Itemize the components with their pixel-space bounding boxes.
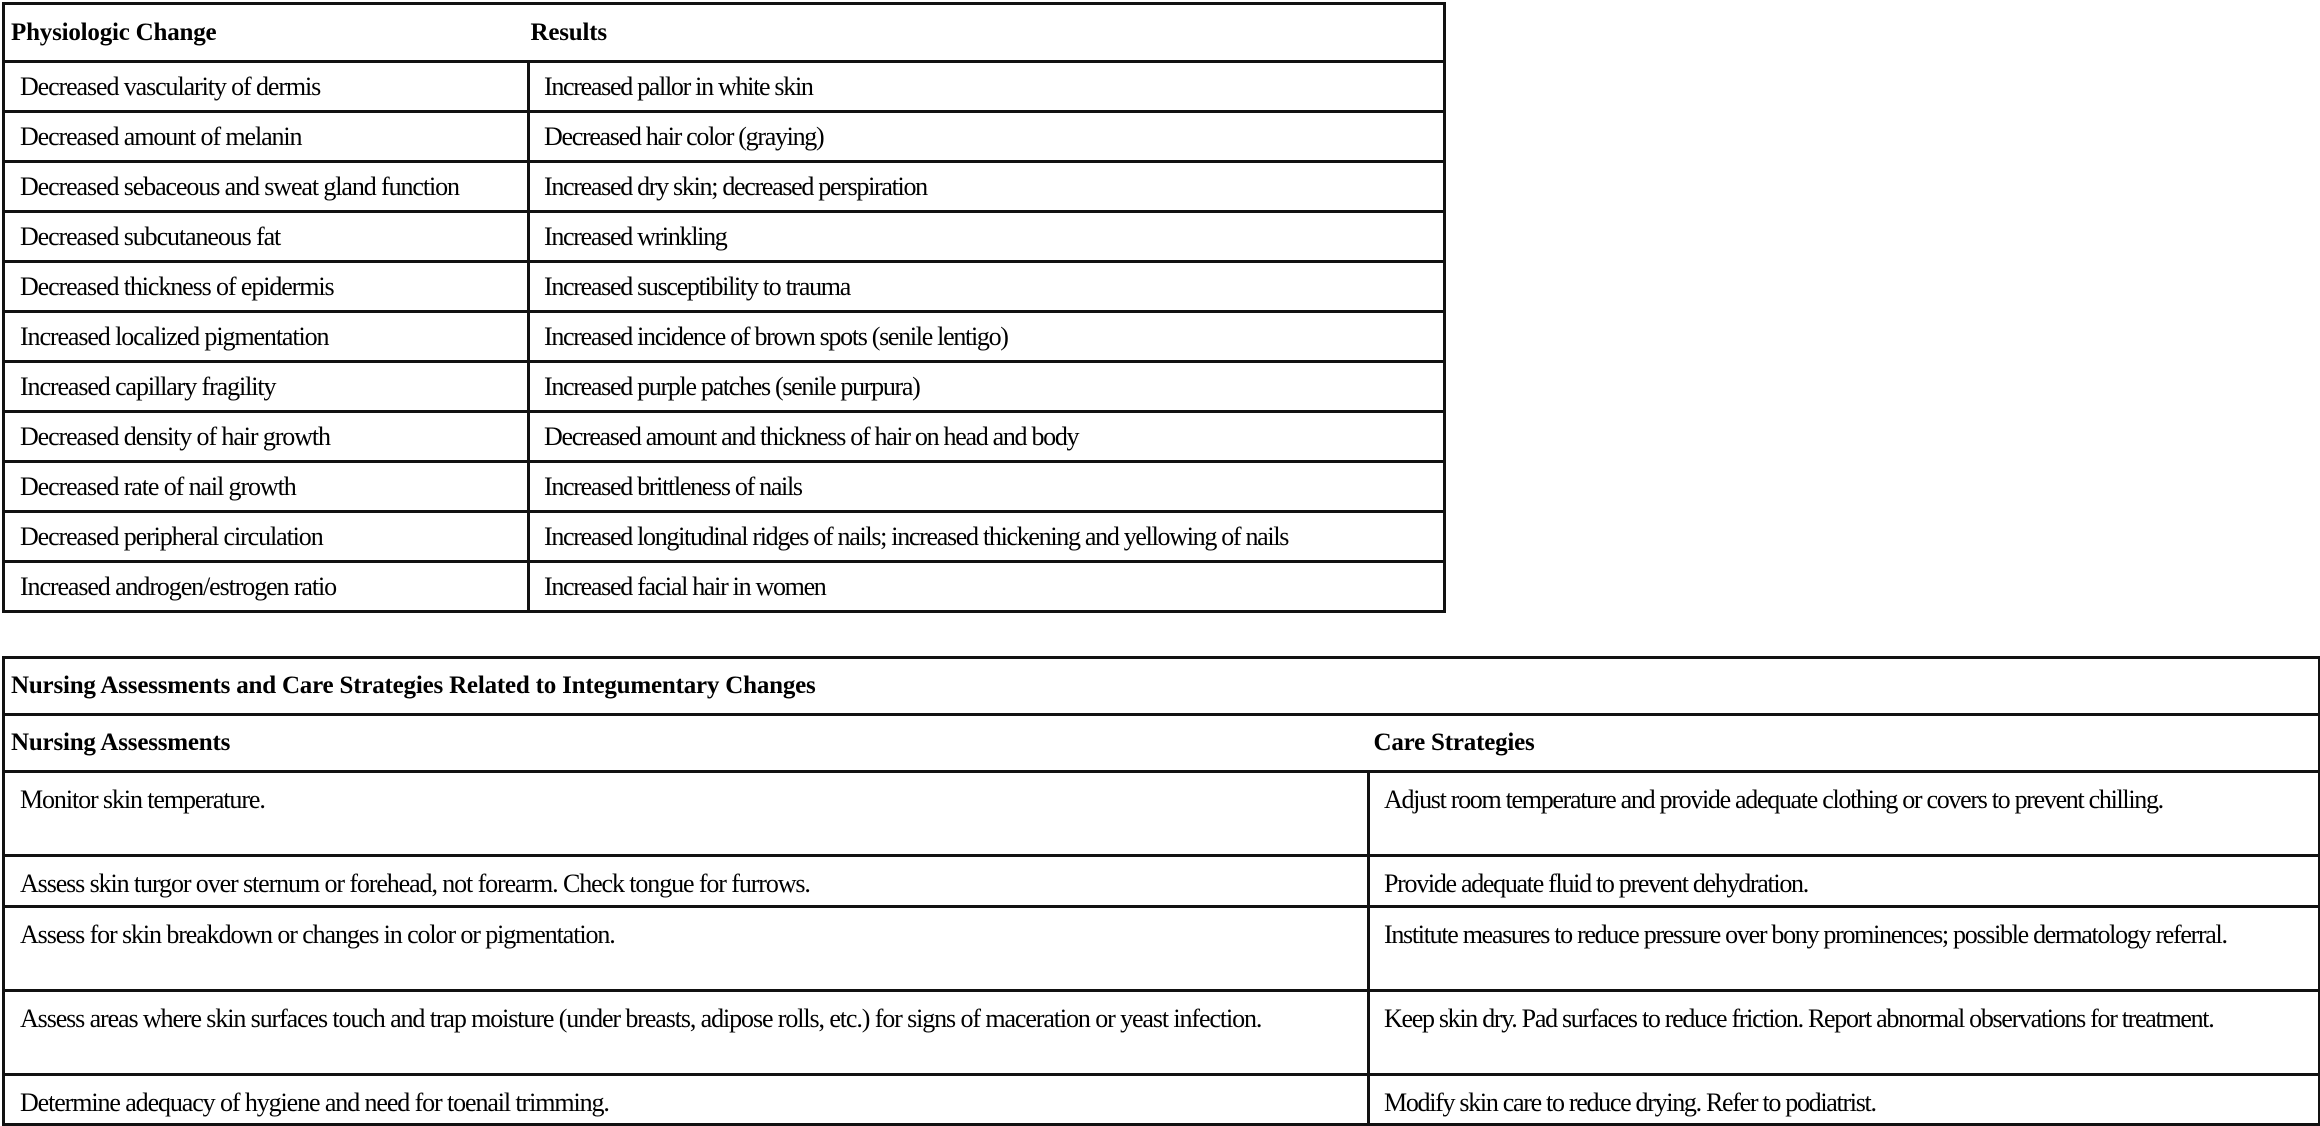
table-row	[4, 462, 1445, 512]
physiologic-change-cell: Increased androgen/estrogen ratio	[4, 562, 529, 612]
assessment-cell	[4, 856, 1369, 907]
column-header-results: Results	[529, 4, 1445, 62]
table-row	[4, 212, 1445, 262]
physiologic-change-cell: Decreased density of hair growth	[4, 412, 529, 462]
table-row	[4, 512, 1445, 562]
result-cell: Increased pallor in white skin	[529, 62, 1445, 112]
result-cell: Increased dry skin; decreased perspiration	[529, 162, 1445, 212]
table-row	[4, 362, 1445, 412]
physiologic-change-cell: Decreased sebaceous and sweat gland function	[4, 162, 529, 212]
table-row	[4, 856, 2320, 907]
strategy-cell	[1369, 856, 2320, 907]
table-row	[4, 112, 1445, 162]
table-title-row	[4, 658, 2320, 715]
strategy-cell	[1369, 1075, 2320, 1125]
assessment-text: Assess skin turgor over sternum or forehead, not forearm. Check tongue for furrows.	[20, 869, 810, 898]
strategy-text: Adjust room temperature and provide adequate clothing or covers to prevent chilling.	[1384, 785, 2163, 814]
table-row	[4, 412, 1445, 462]
physiologic-change-cell: Decreased thickness of epidermis	[4, 262, 529, 312]
physiologic-change-cell: Decreased vascularity of dermis	[4, 62, 529, 112]
physiologic-change-cell: Decreased peripheral circulation	[4, 512, 529, 562]
strategy-text: Provide adequate fluid to prevent dehydration.	[1384, 869, 1808, 898]
physiologic-change-cell: Decreased rate of nail growth	[4, 462, 529, 512]
physiologic-change-cell: Decreased subcutaneous fat	[4, 212, 529, 262]
result-cell: Increased susceptibility to trauma	[529, 262, 1445, 312]
physiologic-change-cell: Increased localized pigmentation	[4, 312, 529, 362]
table-row	[4, 772, 2320, 856]
strategy-cell	[1369, 907, 2320, 991]
table-row	[4, 62, 1445, 112]
assessment-cell	[4, 907, 1369, 991]
assessment-text: Assess for skin breakdown or changes in color or pigmentation.	[20, 920, 615, 949]
strategy-text: Keep skin dry. Pad surfaces to reduce friction. Report abnormal observations for treatment.	[1384, 1004, 2214, 1033]
result-cell: Increased purple patches (senile purpura)	[529, 362, 1445, 412]
physiologic-changes-table	[2, 2, 1446, 613]
result-cell: Increased incidence of brown spots (senile lentigo)	[529, 312, 1445, 362]
result-cell: Increased brittleness of nails	[529, 462, 1445, 512]
result-cell: Increased wrinkling	[529, 212, 1445, 262]
strategy-text: Institute measures to reduce pressure over bony prominences; possible dermatology referral.	[1384, 920, 2227, 949]
result-cell: Decreased hair color (graying)	[529, 112, 1445, 162]
table-row	[4, 162, 1445, 212]
physiologic-change-cell: Increased capillary fragility	[4, 362, 529, 412]
table-row	[4, 262, 1445, 312]
table-title: Nursing Assessments and Care Strategies Related to Integumentary Changes	[4, 658, 2320, 715]
physiologic-change-cell: Decreased amount of melanin	[4, 112, 529, 162]
table-row	[4, 907, 2320, 991]
column-header-nursing-assessments: Nursing Assessments	[4, 715, 1369, 772]
table-header-row	[4, 4, 1445, 62]
result-cell: Decreased amount and thickness of hair on head and body	[529, 412, 1445, 462]
table-header-row	[4, 715, 2320, 772]
result-cell: Increased longitudinal ridges of nails; increased thickening and yellowing of nails	[529, 512, 1445, 562]
column-header-physiologic-change: Physiologic Change	[4, 4, 529, 62]
table-row	[4, 991, 2320, 1075]
assessment-cell	[4, 772, 1369, 856]
strategy-cell	[1369, 772, 2320, 856]
table-row	[4, 562, 1445, 612]
nursing-assessments-table	[2, 656, 2320, 1126]
assessment-cell	[4, 1075, 1369, 1125]
strategy-cell	[1369, 991, 2320, 1075]
strategy-text: Modify skin care to reduce drying. Refer to podiatrist.	[1384, 1088, 1876, 1117]
table-row	[4, 312, 1445, 362]
assessment-text: Determine adequacy of hygiene and need for toenail trimming.	[20, 1088, 609, 1117]
assessment-cell	[4, 991, 1369, 1075]
assessment-text: Assess areas where skin surfaces touch and trap moisture (under breasts, adipose rolls, etc.) for signs of maceration or yeast infection.	[20, 1004, 1262, 1033]
assessment-text: Monitor skin temperature.	[20, 785, 265, 814]
column-header-care-strategies: Care Strategies	[1369, 715, 2320, 772]
table-row	[4, 1075, 2320, 1125]
result-cell: Increased facial hair in women	[529, 562, 1445, 612]
